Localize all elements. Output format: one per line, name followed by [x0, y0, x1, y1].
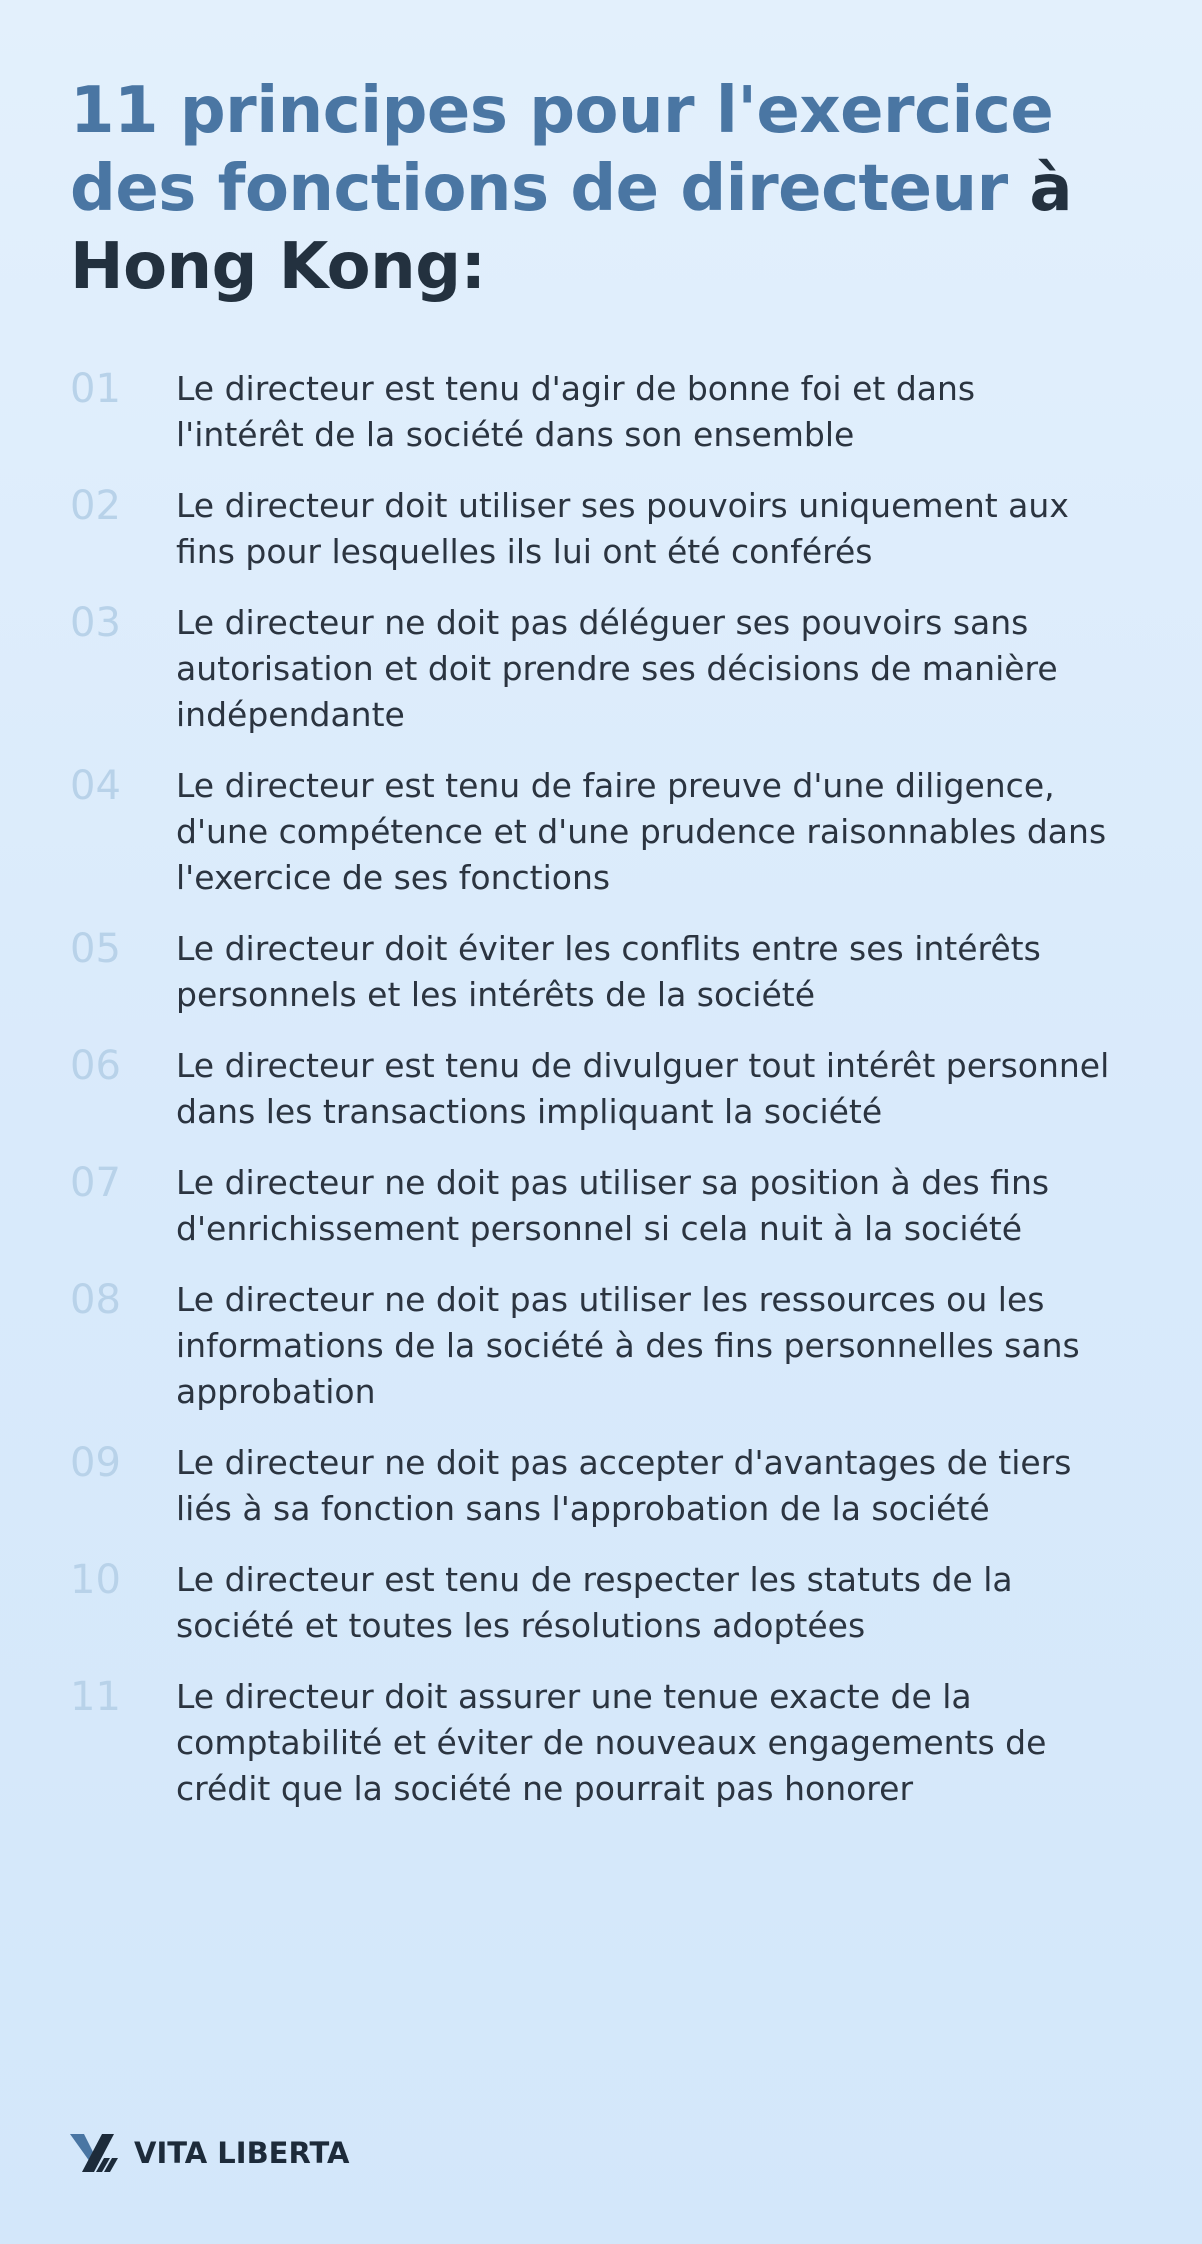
title-accent: 11 principes pour l'exercice des fonctions de directeur: [70, 74, 1054, 226]
list-item: [70, 1440, 1130, 1532]
item-number: 04: [70, 763, 121, 809]
page-content: [70, 72, 1130, 1837]
item-number: 10: [70, 1557, 121, 1603]
footer-logo: [70, 2132, 350, 2174]
list-item: [70, 1043, 1130, 1135]
item-text: Le directeur doit assurer une tenue exacte de la comptabilité et éviter de nouveaux engagements de crédit que la société ne pourrait pas honorer: [176, 1677, 1047, 1808]
list-item: [70, 600, 1130, 738]
list-item: [70, 1557, 1130, 1649]
item-text: Le directeur doit utiliser ses pouvoirs uniquement aux fins pour lesquelles ils lui ont été conférés: [176, 486, 1069, 571]
item-text: Le directeur est tenu de respecter les statuts de la société et toutes les résolutions adoptées: [176, 1560, 1013, 1645]
list-item: [70, 763, 1130, 901]
item-number: 11: [70, 1674, 121, 1720]
vita-liberta-logo-icon: [70, 2132, 126, 2174]
list-item: [70, 1160, 1130, 1252]
principles-list: [70, 366, 1130, 1812]
item-text: Le directeur doit éviter les conflits entre ses intérêts personnels et les intérêts de la société: [176, 929, 1041, 1014]
item-number: 03: [70, 600, 121, 646]
item-number: 02: [70, 483, 121, 529]
item-text: Le directeur ne doit pas déléguer ses pouvoirs sans autorisation et doit prendre ses décisions de manière indépendante: [176, 603, 1058, 734]
list-item: [70, 483, 1130, 575]
item-number: 05: [70, 926, 121, 972]
list-item: [70, 926, 1130, 1018]
item-text: Le directeur est tenu de faire preuve d'une diligence, d'une compétence et d'une prudence raisonnables dans l'exercice de ses fonctions: [176, 766, 1107, 897]
item-number: 09: [70, 1440, 121, 1486]
item-text: Le directeur est tenu de divulguer tout intérêt personnel dans les transactions impliquant la société: [176, 1046, 1110, 1131]
item-text: Le directeur ne doit pas utiliser sa position à des fins d'enrichissement personnel si cela nuit à la société: [176, 1163, 1050, 1248]
list-item: [70, 1674, 1130, 1812]
item-text: Le directeur ne doit pas utiliser les ressources ou les informations de la société à des fins personnelles sans approbation: [176, 1280, 1080, 1411]
item-number: 08: [70, 1277, 121, 1323]
item-number: 01: [70, 366, 121, 412]
list-item: [70, 1277, 1130, 1415]
item-number: 06: [70, 1043, 121, 1089]
title-dark: à Hong Kong:: [70, 152, 1073, 304]
item-number: 07: [70, 1160, 121, 1206]
page-title: [70, 72, 1130, 306]
brand-name: VITA LIBERTA: [134, 2136, 350, 2170]
item-text: Le directeur ne doit pas accepter d'avantages de tiers liés à sa fonction sans l'approbation de la société: [176, 1443, 1072, 1528]
item-text: Le directeur est tenu d'agir de bonne foi et dans l'intérêt de la société dans son ensemble: [176, 369, 976, 454]
list-item: [70, 366, 1130, 458]
